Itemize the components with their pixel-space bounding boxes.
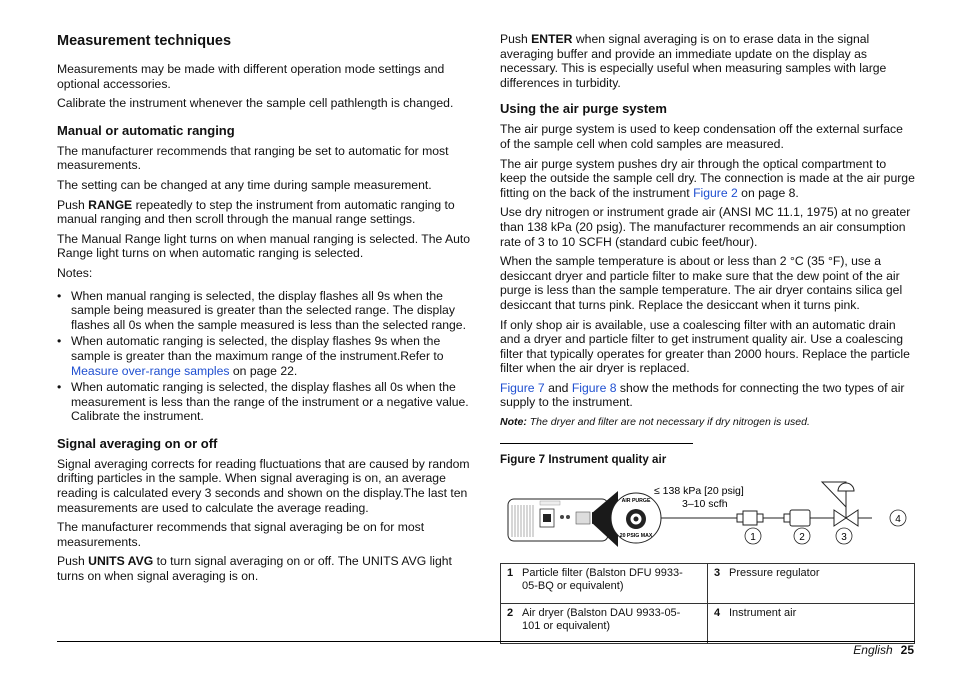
text-run: The air purge system pushes dry air through the optical compartment to keep the outside the sample cell dry. The connection is made at the air purge fitting on the back of the instrument (500, 156, 915, 200)
text-run: on page 8. (737, 185, 799, 200)
text-run: Push (57, 554, 89, 569)
note-text: The dryer and filter are not necessary if dry nitrogen is used. (526, 416, 810, 429)
fitting-top-label: AIR PURGE (621, 498, 651, 505)
legend-text: Pressure regulator (729, 567, 820, 580)
air-purge-heading: Using the air purge system (500, 101, 667, 117)
pressure-label: ≤ 138 kPa [20 psig] (654, 485, 744, 498)
range-key-label: RANGE (88, 197, 133, 212)
note (500, 415, 915, 429)
figure-7-link[interactable]: Figure 7 (500, 380, 545, 395)
figure-caption: Figure 7 Instrument quality air (500, 443, 693, 467)
callout-2 (794, 528, 810, 544)
air-paragraph-1: The air purge system is used to keep condensation off the external surface of the sample cell when cold samples are measured. (500, 122, 903, 151)
air-supply-figure (500, 479, 915, 557)
list-item: • When manual ranging is selected, the display flashes all 9s when the sample being measured is greater than the selected range. The display flashes all 0s when the sample measured is less than the selected range. (71, 289, 473, 333)
ranging-paragraph-1: The manufacturer recommends that ranging be set to automatic for most measurements. (57, 143, 449, 173)
callout-number: 1 (750, 532, 756, 544)
legend-text: Particle filter (Balston DFU 9933-05-BQ or equivalent) (522, 567, 683, 593)
text-run: when signal averaging is on to erase data in the signal averaging buffer and provide an immediate update on the display as necessary. This is especially useful when measuring samples with large differences in turbidity. (500, 32, 887, 90)
intro-paragraph-1: Measurements may be made with different operation mode settings and optional accessories. (57, 62, 445, 91)
enter-paragraph (500, 32, 915, 90)
air-paragraph-4: When the sample temperature is about or less than 2 °C (35 °F), use a desiccant dryer and particle filter to make sure that the dew point of the air purge is less than the sample temperature. The air dryer contains silica gel desiccant that turns pink. Replace the desiccant when it turns pink. (500, 254, 903, 312)
intro-paragraph-2: Calibrate the instrument whenever the sample cell pathlength is changed. (57, 96, 454, 111)
figure-legend-table (500, 563, 915, 644)
callout-4 (890, 510, 906, 526)
section-title: Measurement techniques (57, 33, 232, 49)
flow-label: 3–10 scfh (682, 498, 728, 511)
list-item: • When automatic ranging is selected, the display flashes all 0s when the measurement is less than the range of the instrument or a negative value. Calibrate the instrument. (71, 380, 473, 424)
air-supply-diagram (500, 479, 915, 557)
text-run: When automatic ranging is selected, the display flashes 9s when the sample is greater than the maximum range of the instrument.Refer to (71, 334, 444, 363)
air-paragraph-6 (500, 381, 915, 410)
legend-text: Instrument air (729, 606, 797, 619)
air-paragraph-3: Use dry nitrogen or instrument grade air (ANSI MC 11.1, 1975) at no greater than 138 kPa (20 psig). The manufacturer recommends an air consumption rate of 3 to 10 SCFH (standard cubic feet/hour). (500, 205, 911, 249)
page-footer (853, 643, 914, 657)
text-run: show the methods for connecting the two types of air supply to the instrument. (500, 380, 905, 410)
callout-number: 3 (841, 532, 847, 544)
figure-8-link[interactable]: Figure 8 (571, 380, 617, 395)
pressure-regulator (822, 482, 858, 526)
text-run: Push (500, 32, 532, 46)
list-item (71, 334, 473, 378)
legend-text: Air dryer (Balston DAU 9933-05-101 or equivalent) (522, 606, 681, 633)
legend-number: 4 (714, 606, 721, 619)
ranging-heading: Manual or automatic ranging (57, 122, 235, 138)
air-purge-fitting (611, 493, 661, 543)
note-label: Note: (500, 416, 527, 429)
legend-number: 1 (507, 567, 514, 580)
ranging-paragraph-3 (57, 198, 473, 227)
footer-language: English (853, 643, 893, 657)
text-run: on page 22. (229, 363, 298, 378)
signal-paragraph-1: Signal averaging corrects for reading fluctuations that are caused by random drifting particles in the sample. When signal averaging is on, an average reading is calculated every 3 seconds and shown on the display.The last ten measurements are used to calculate the average reading. (57, 456, 470, 515)
particle-filter (737, 511, 763, 525)
legend-cell (501, 603, 708, 643)
signal-heading: Signal averaging on or off (57, 435, 218, 451)
callout-number: 2 (799, 532, 805, 544)
table-row (501, 603, 915, 643)
callout-1 (745, 528, 761, 544)
ranging-paragraph-4: The Manual Range light turns on when manual ranging is selected. The Auto Range light turns on when automatic ranging is selected. (57, 231, 471, 261)
air-paragraph-2 (500, 157, 915, 201)
footer-rule (57, 641, 915, 642)
right-column (500, 32, 915, 644)
over-range-link[interactable]: Measure over-range samples (71, 363, 230, 378)
callout-number: 4 (895, 514, 901, 526)
fitting-bottom-label: 20 PSIG MAX (619, 533, 653, 540)
table-row (501, 564, 915, 604)
legend-number: 2 (507, 606, 514, 619)
signal-paragraph-2: The manufacturer recommends that signal averaging be on for most measurements. (57, 520, 425, 549)
air-dryer (784, 510, 810, 526)
text-run: repeatedly to step the instrument from automatic ranging to manual ranging and then scroll through the manual range settings. (57, 197, 455, 227)
callout-3 (836, 528, 852, 544)
left-column (57, 32, 473, 589)
text-run: to turn signal averaging on or off. The UNITS AVG light turns on when signal averaging is on. (57, 554, 452, 584)
notes-list (57, 289, 473, 424)
ranging-paragraph-2: The setting can be changed at any time during sample measurement. (57, 177, 432, 192)
page-number: 25 (900, 643, 914, 657)
legend-cell (708, 603, 915, 643)
figure-2-link[interactable]: Figure 2 (693, 185, 738, 200)
enter-key-label: ENTER (531, 32, 573, 46)
legend-number: 3 (714, 567, 721, 580)
text-run: Push (57, 197, 89, 212)
units-avg-key-label: UNITS AVG (88, 554, 154, 569)
notes-label: Notes: (57, 265, 93, 280)
text-run: and (544, 380, 572, 395)
air-paragraph-5: If only shop air is available, use a coalescing filter with an automatic drain and a dryer and particle filter to get instrument quality air. Use a coalescing filter that typically operates for greater than 2000 hours. Replace the particle filter when the air dryer is replaced. (500, 317, 910, 376)
legend-cell (501, 564, 708, 604)
legend-cell (708, 564, 915, 604)
signal-paragraph-3 (57, 554, 473, 583)
